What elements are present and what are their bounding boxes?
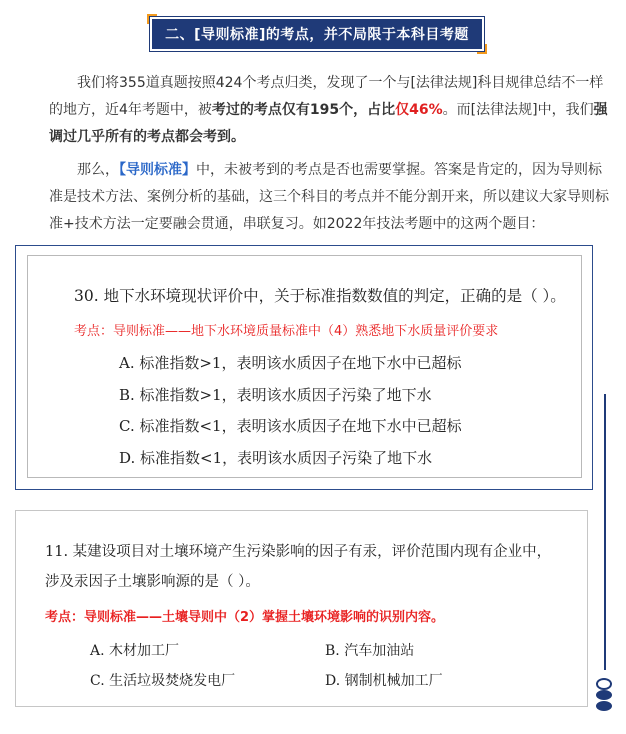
section-banner: [147, 14, 487, 54]
question-1-option-b: B. 标准指数>1，表明该水质因子污染了地下水: [119, 386, 432, 404]
question-2-option-d: D. 钢制机械加工厂: [325, 673, 443, 689]
question-2-option-c: C. 生活垃圾焚烧发电厂: [90, 673, 236, 689]
highlight-subject: 【导则标准】: [119, 162, 196, 178]
question-1-option-a: A. 标准指数>1，表明该水质因子在地下水中已超标: [119, 354, 462, 372]
question-1-kaodian: 考点：导则标准——地下水环境质量标准中（4）熟悉地下水质量评价要求: [74, 324, 499, 339]
question-2-title-line1: 11. 某建设项目对土壤环境产生污染影响的因子有汞，评价范围内现有企业中，: [45, 544, 552, 560]
question-2-kaodian: 考点：导则标准——土壤导则中（2）掌握土壤环境影响的识别内容。: [45, 610, 445, 625]
banner-title: 二、[导则标准]的考点，并不局限于本科目考题: [150, 17, 484, 51]
question-1-option-c: C. 标准指数<1，表明该水质因子在地下水中已超标: [119, 417, 462, 435]
question-1-option-d: D. 标准指数<1，表明该水质因子污染了地下水: [119, 449, 433, 467]
intro-paragraph-2: [49, 157, 613, 238]
question-1-title: 30. 地下水环境现状评价中，关于标准指数数值的判定，正确的是（ ）。: [74, 287, 566, 305]
emphasis-text: 考过的考点仅有195个，占比: [211, 102, 396, 118]
decorative-dot: [596, 690, 612, 700]
emphasis-text: 强调过几乎所有的考点都会考到。: [49, 102, 608, 145]
decorative-dot: [596, 678, 612, 690]
decorative-vertical-line: [604, 394, 606, 670]
highlight-percent: 仅46%: [395, 102, 443, 118]
text-segment: 。而[法律法规]中，我们: [442, 102, 594, 118]
text-segment: 我们将355道真题按照424个考点归类，发现了一个与[法律法规]科目规律总结不一样的地方，近4年考题中，被: [49, 75, 604, 118]
decorative-dot: [596, 701, 612, 711]
question-2-option-b: B. 汽车加油站: [325, 643, 415, 659]
text-segment: 中，未被考到的考点是否也需要掌握。答案是肯定的，因为导则标准是技术方法、案例分析的基础，这三个科目的考点并不能分割开来，所以建议大家导则标准+技术方法一定要融会贯通，串联复习。如2022年技法考题中的这两个题目：: [49, 162, 609, 232]
question-2-title-line2: 涉及汞因子土壤影响源的是（ ）。: [45, 574, 260, 590]
text-segment: 那么，: [77, 162, 119, 178]
question-2-option-a: A. 木材加工厂: [90, 643, 180, 659]
intro-paragraph-1: [49, 70, 613, 151]
